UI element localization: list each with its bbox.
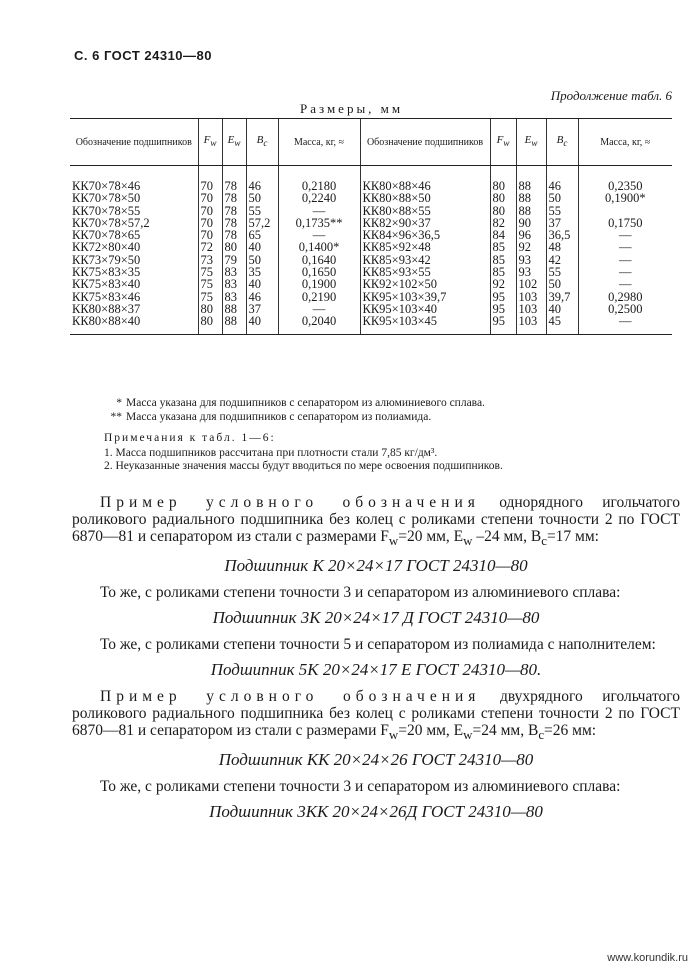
table-row bbox=[70, 166, 672, 193]
designation-example: Подшипник КК 20×24×26 ГОСТ 24310—80 bbox=[218, 750, 534, 770]
cell-ew: 88 bbox=[516, 166, 546, 193]
cell-designation: КК92×102×50 bbox=[360, 278, 490, 290]
cell-mass: — bbox=[578, 241, 672, 253]
header-fw: $F_w$ bbox=[198, 119, 222, 166]
cell-mass: — bbox=[278, 205, 360, 217]
note-item: 1. Масса подшипников рассчитана при плотности стали 7,85 кг/дм³. bbox=[104, 446, 438, 459]
cell-ew: 102 bbox=[516, 278, 546, 290]
cell-designation: КК95×103×40 bbox=[360, 303, 490, 315]
cell-mass: — bbox=[578, 315, 672, 334]
cell-fw: 84 bbox=[490, 229, 516, 241]
header-bc: $B_c$ bbox=[546, 119, 578, 166]
cell-fw: 72 bbox=[198, 241, 222, 253]
cell-mass: 0,2350 bbox=[578, 166, 672, 193]
cell-ew: 103 bbox=[516, 291, 546, 303]
cell-mass: — bbox=[578, 266, 672, 278]
cell-fw: 70 bbox=[198, 166, 222, 193]
cell-mass: — bbox=[578, 278, 672, 290]
example-paragraph: Пример условного обозначения двухрядного игольчатого роликового радиального подшипника без колец с роликами степени точности 2 по ГОСТ 6870—81 и сепаратором из стали с размерами $F_w=20$ мм, $E_w=24$ мм, $B_c=26$ мм: bbox=[72, 688, 680, 743]
cell-mass: 0,1400* bbox=[278, 241, 360, 253]
cell-designation: КК95×103×39,7 bbox=[360, 291, 490, 303]
cell-bc: 40 bbox=[546, 303, 578, 315]
cell-mass: 0,2180 bbox=[278, 166, 360, 193]
cell-designation: КК85×93×55 bbox=[360, 266, 490, 278]
page-header: С. 6 ГОСТ 24310—80 bbox=[74, 48, 212, 63]
cell-designation: КК80×88×40 bbox=[70, 315, 198, 334]
cell-bc: 50 bbox=[246, 254, 278, 266]
cell-bc: 46 bbox=[246, 166, 278, 193]
header-designation: Обозначение подшипников bbox=[360, 119, 490, 166]
cell-fw: 95 bbox=[490, 303, 516, 315]
cell-designation: КК80×88×55 bbox=[360, 205, 490, 217]
cell-mass: 0,1750 bbox=[578, 217, 672, 229]
cell-bc: 55 bbox=[546, 205, 578, 217]
designation-example: Подшипник К 20×24×17 ГОСТ 24310—80 bbox=[224, 556, 528, 576]
header-designation: Обозначение подшипников bbox=[70, 119, 198, 166]
header-ew: $E_w$ bbox=[516, 119, 546, 166]
table-continuation-label: Продолжение табл. 6 bbox=[550, 88, 672, 103]
cell-ew: 83 bbox=[222, 266, 246, 278]
cell-ew: 93 bbox=[516, 254, 546, 266]
cell-bc: 55 bbox=[246, 205, 278, 217]
cell-designation: КК82×90×37 bbox=[360, 217, 490, 229]
cell-fw: 92 bbox=[490, 278, 516, 290]
cell-designation: КК73×79×50 bbox=[72, 252, 141, 267]
cell-mass: 0,1640 bbox=[278, 254, 360, 266]
table-row bbox=[70, 241, 672, 253]
cell-bc: 35 bbox=[246, 266, 278, 278]
cell-mass: 0,1735** bbox=[278, 217, 360, 229]
cell-ew: 78 bbox=[222, 205, 246, 217]
notes-title: Примечания к табл. 1—6: bbox=[104, 432, 276, 444]
cell-ew: 78 bbox=[222, 192, 246, 204]
table-row bbox=[70, 315, 672, 334]
cell-bc: 40 bbox=[246, 241, 278, 253]
cell-bc: 50 bbox=[246, 192, 278, 204]
cell-fw: 70 bbox=[198, 192, 222, 204]
cell-ew: 88 bbox=[222, 303, 246, 315]
footnotes bbox=[104, 396, 674, 424]
cell-mass: 0,2240 bbox=[278, 192, 360, 204]
cell-designation: КК70×78×55 bbox=[72, 203, 141, 218]
cell-bc: 36,5 bbox=[546, 229, 578, 241]
cell-fw: 75 bbox=[198, 278, 222, 290]
cell-fw: 80 bbox=[490, 192, 516, 204]
cell-ew: 80 bbox=[222, 241, 246, 253]
cell-bc: 55 bbox=[546, 266, 578, 278]
cell-bc: 40 bbox=[246, 315, 278, 334]
cell-designation: КК70×78×50 bbox=[72, 191, 141, 206]
cell-fw: 85 bbox=[490, 254, 516, 266]
cell-ew: 90 bbox=[516, 217, 546, 229]
designation-example: Подшипник 3К 20×24×17 Д ГОСТ 24310—80 bbox=[212, 608, 540, 628]
table-caption: Размеры, мм bbox=[300, 101, 404, 116]
same-paragraph: То же, с роликами степени точности 3 и сепаратором из алюминиевого сплава: bbox=[100, 584, 621, 602]
cell-mass: — bbox=[578, 254, 672, 266]
bearing-dimensions-table bbox=[70, 118, 672, 335]
cell-fw: 80 bbox=[198, 303, 222, 315]
cell-fw: 70 bbox=[198, 217, 222, 229]
cell-fw: 80 bbox=[198, 315, 222, 334]
cell-ew: 93 bbox=[516, 266, 546, 278]
cell-fw: 82 bbox=[490, 217, 516, 229]
header-fw: $F_w$ bbox=[490, 119, 516, 166]
cell-bc: 45 bbox=[546, 315, 578, 334]
cell-mass: — bbox=[278, 229, 360, 241]
designation-example: Подшипник 3КК 20×24×26Д ГОСТ 24310—80 bbox=[209, 802, 543, 822]
cell-ew: 96 bbox=[516, 229, 546, 241]
cell-ew: 103 bbox=[516, 303, 546, 315]
cell-fw: 70 bbox=[198, 205, 222, 217]
cell-mass: 0,1900 bbox=[278, 278, 360, 290]
cell-bc: 46 bbox=[546, 166, 578, 193]
cell-designation: КК70×78×65 bbox=[72, 228, 141, 243]
cell-fw: 80 bbox=[490, 205, 516, 217]
cell-mass: 0,1650 bbox=[278, 266, 360, 278]
cell-designation: КК85×92×48 bbox=[360, 241, 490, 253]
cell-bc: 37 bbox=[546, 217, 578, 229]
footer-url[interactable]: www.korundik.ru bbox=[607, 952, 688, 964]
footnote: ** Масса указана для подшипников с сепаратором из полиамида. bbox=[110, 411, 432, 423]
table-header-row bbox=[70, 119, 672, 166]
cell-mass: — bbox=[278, 303, 360, 315]
cell-fw: 70 bbox=[198, 229, 222, 241]
cell-fw: 73 bbox=[198, 254, 222, 266]
cell-designation: КК72×80×40 bbox=[72, 240, 141, 255]
cell-designation: КК80×88×50 bbox=[360, 192, 490, 204]
cell-ew: 83 bbox=[222, 291, 246, 303]
cell-bc: 39,7 bbox=[546, 291, 578, 303]
cell-fw: 85 bbox=[490, 241, 516, 253]
cell-ew: 78 bbox=[222, 217, 246, 229]
cell-designation: КК95×103×45 bbox=[360, 315, 490, 334]
table-notes bbox=[104, 432, 672, 474]
cell-bc: 65 bbox=[246, 229, 278, 241]
cell-bc: 50 bbox=[546, 278, 578, 290]
cell-ew: 79 bbox=[222, 254, 246, 266]
table-row bbox=[70, 278, 672, 290]
cell-designation: КК84×96×36,5 bbox=[360, 229, 490, 241]
cell-ew: 78 bbox=[222, 166, 246, 193]
cell-designation: КК70×78×46 bbox=[72, 179, 141, 193]
body-text bbox=[72, 494, 680, 830]
cell-designation: КК85×93×42 bbox=[360, 254, 490, 266]
header-bc: $B_c$ bbox=[246, 119, 278, 166]
example-paragraph: Пример условного обозначения однорядного игольчатого роликового радиального подшипника без колец с роликами степени точности 2 по ГОСТ 6870—81 и сепаратором из стали с размерами $F_w=20$ мм, $E_w$ –24 мм, $B_c=17$ мм: bbox=[72, 494, 680, 549]
cell-ew: 83 bbox=[222, 278, 246, 290]
cell-bc: 48 bbox=[546, 241, 578, 253]
cell-fw: 85 bbox=[490, 266, 516, 278]
cell-designation: КК75×83×35 bbox=[72, 265, 141, 280]
cell-designation: КК75×83×46 bbox=[72, 289, 141, 304]
cell-ew: 88 bbox=[222, 315, 246, 334]
cell-mass: 0,2190 bbox=[278, 291, 360, 303]
cell-designation: КК80×88×37 bbox=[72, 301, 141, 316]
header-mass: Масса, кг, ≈ bbox=[578, 119, 672, 166]
cell-mass: 0,2500 bbox=[578, 303, 672, 315]
cell-mass: 0,2980 bbox=[578, 291, 672, 303]
cell-bc: 37 bbox=[246, 303, 278, 315]
cell-mass: 0,1900* bbox=[578, 192, 672, 204]
header-mass: Масса, кг, ≈ bbox=[278, 119, 360, 166]
cell-bc: 40 bbox=[246, 278, 278, 290]
cell-fw: 95 bbox=[490, 291, 516, 303]
cell-bc: 46 bbox=[246, 291, 278, 303]
cell-mass: — bbox=[578, 229, 672, 241]
footnote: * Масса указана для подшипников с сепаратором из алюминиевого сплава. bbox=[116, 397, 485, 409]
cell-fw: 75 bbox=[198, 266, 222, 278]
cell-mass: 0,2040 bbox=[278, 315, 360, 334]
designation-example: Подшипник 5К 20×24×17 Е ГОСТ 24310—80. bbox=[210, 660, 542, 680]
same-paragraph: То же, с роликами степени точности 5 и сепаратором из полиамида с наполнителем: bbox=[100, 636, 656, 654]
cell-designation: КК75×83×40 bbox=[72, 277, 141, 292]
cell-designation: КК80×88×46 bbox=[360, 166, 490, 193]
cell-designation: КК70×78×57,2 bbox=[72, 215, 150, 230]
cell-ew: 103 bbox=[516, 315, 546, 334]
table-row bbox=[70, 192, 672, 204]
cell-ew: 88 bbox=[516, 192, 546, 204]
cell-ew: 88 bbox=[516, 205, 546, 217]
cell-fw: 95 bbox=[490, 315, 516, 334]
note-item: 2. Неуказанные значения массы будут вводиться по мере освоения подшипников. bbox=[104, 460, 503, 472]
cell-fw: 75 bbox=[198, 291, 222, 303]
cell-bc: 50 bbox=[546, 192, 578, 204]
cell-bc: 57,2 bbox=[246, 217, 278, 229]
cell-fw: 80 bbox=[490, 166, 516, 193]
header-ew: $E_w$ bbox=[222, 119, 246, 166]
cell-bc: 42 bbox=[546, 254, 578, 266]
cell-ew: 78 bbox=[222, 229, 246, 241]
same-paragraph: То же, с роликами степени точности 3 и сепаратором из алюминиевого сплава: bbox=[100, 778, 621, 796]
cell-ew: 92 bbox=[516, 241, 546, 253]
